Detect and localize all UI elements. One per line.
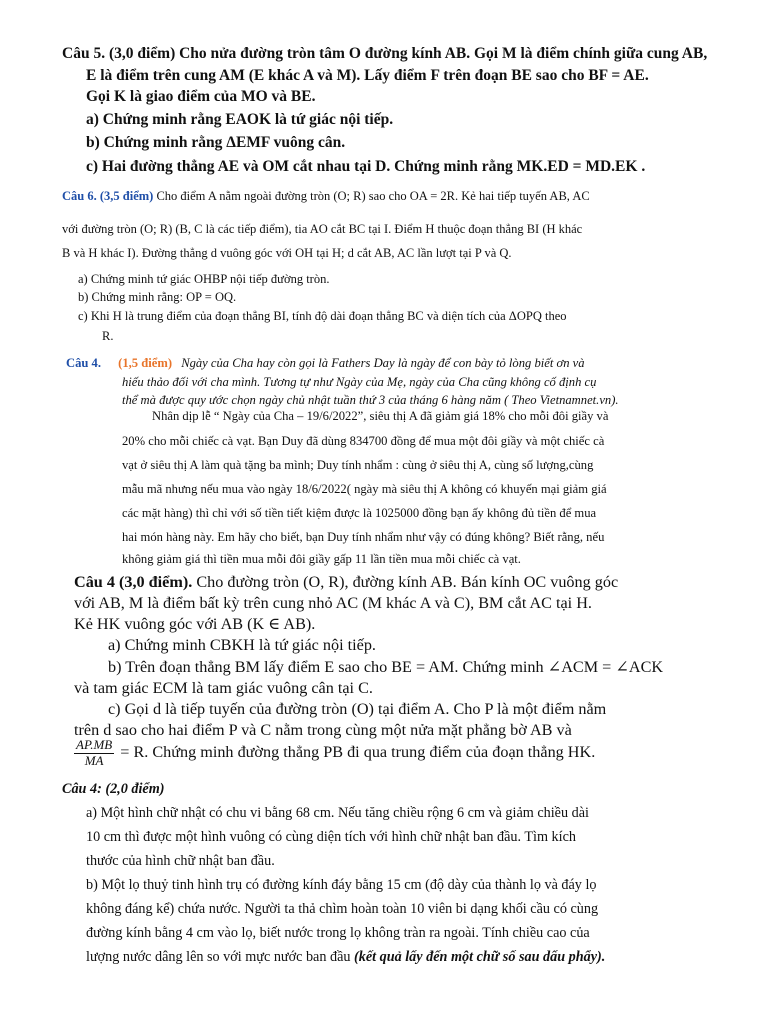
q5-text-1: Cho nửa đường tròn tâm O đường kính AB. Gọi M là điểm chính giữa cung AB, xyxy=(179,45,708,62)
q4b-line-2: với AB, M là điểm bất kỳ trên cung nhỏ AC (M khác A và C), BM cắt AC tại H. xyxy=(74,594,592,612)
q4b-part-c-2: trên d sao cho hai điểm P và C nằm trong cùng một nửa mặt phẳng bờ AB và xyxy=(74,721,572,739)
q4b-part-b-2: và tam giác ECM là tam giác vuông cân tại C. xyxy=(74,679,373,697)
q4c-part-b-3: đường kính bằng 4 cm vào lọ, biết nước trong lọ không tràn ra ngoài. Tính chiều cao của xyxy=(86,925,590,941)
fraction-numerator: AP.MB xyxy=(76,737,113,752)
q5-part-c: c) Hai đường thẳng AE và OM cắt nhau tại D. Chứng minh rằng MK.ED = MD.EK . xyxy=(86,158,646,175)
q4b-text-1: Cho đường tròn (O, R), đường kính AB. Bán kính OC vuông góc xyxy=(196,573,619,591)
q4a-para-1: Nhân dịp lễ “ Ngày của Cha – 19/6/2022”, siêu thị A đã giảm giá 18% cho mỗi đôi giầy và xyxy=(152,409,609,423)
q4b-line-3: Kẻ HK vuông góc với AB (K ∈ AB). xyxy=(74,615,316,633)
q6-line-1 xyxy=(62,189,590,203)
q4b-line-1 xyxy=(74,573,618,592)
q4a-label: Câu 4. xyxy=(66,356,101,370)
q4a-para-2: 20% cho mỗi chiếc cà vạt. Bạn Duy đã dùng 834700 đồng để mua một đôi giầy và một chiếc cà xyxy=(122,434,605,448)
q5-part-a: a) Chứng minh rằng EAOK là tứ giác nội tiếp. xyxy=(86,111,394,128)
q4b-part-a: a) Chứng minh CBKH là tứ giác nội tiếp. xyxy=(108,636,376,654)
q6-part-a: a) Chứng minh tứ giác OHBP nội tiếp đường tròn. xyxy=(78,272,330,286)
fraction-denominator: MA xyxy=(84,752,104,768)
q4c-part-b-4 xyxy=(86,949,605,965)
q6-part-b: b) Chứng minh rằng: OP = OQ. xyxy=(78,290,237,304)
q4b-part-b-1: b) Trên đoạn thẳng BM lấy điểm E sao cho BE = AM. Chứng minh ∠ACM = ∠ACK xyxy=(108,658,664,676)
q4c-part-b-2: không đáng kể) chứa nước. Người ta thả chìm hoàn toàn 10 viên bi dạng khối cầu có cùng xyxy=(86,901,599,917)
q5-part-b: b) Chứng minh rằng ΔEMF vuông cân. xyxy=(86,134,346,151)
q4a-para-3: vạt ở siêu thị A làm quà tặng ba mình; Duy tính nhẩm : cùng ở siêu thị A, cùng số lượng,cùng xyxy=(122,458,594,472)
q4a-intro-3: thể mà được quy ước chọn ngày chủ nhật tuần thứ 3 của tháng 6 hàng năm ( Theo Vietnamnet.vn). xyxy=(122,393,619,407)
q5-line-1 xyxy=(62,45,707,63)
q4c-part-a-3: thước của hình chữ nhật ban đầu. xyxy=(86,853,275,869)
q4b-part-c-3 xyxy=(74,738,595,769)
q6-line-3: B và H khác I). Đường thẳng d vuông góc với OH tại H; d cắt AB, AC lần lượt tại P và Q. xyxy=(62,246,512,260)
q4c-label: Câu 4: (2,0 điểm) xyxy=(62,781,165,797)
fraction xyxy=(74,738,114,769)
q6-part-c-cont: R. xyxy=(102,329,114,343)
q4a-points: (1,5 điểm) xyxy=(118,356,173,370)
q4a-para-6: hai món hàng này. Em hãy cho biết, bạn Duy tính nhẩm như vậy có đúng không? Biết rằng, nếu xyxy=(122,530,605,544)
q4c-part-a-2: 10 cm thì được một hình vuông có cùng diện tích với hình chữ nhật ban đầu. Tìm kích xyxy=(86,829,576,845)
q4a-line-1 xyxy=(66,356,585,370)
q6-text-1: Cho điểm A nằm ngoài đường tròn (O; R) sao cho OA = 2R. Kẻ hai tiếp tuyến AB, AC xyxy=(156,189,590,203)
q6-part-c: c) Khi H là trung điểm của đoạn thẳng BI, tính độ dài đoạn thẳng BC và diện tích của ΔOPQ theo xyxy=(78,309,567,323)
q4c-part-a-1: a) Một hình chữ nhật có chu vi bằng 68 cm. Nếu tăng chiều rộng 6 cm và giảm chiều dài xyxy=(86,805,589,821)
q4c-note: (kết quả lấy đến một chữ số sau dấu phẩy). xyxy=(354,949,606,965)
q4b-part-c-1: c) Gọi d là tiếp tuyến của đường tròn (O) tại điểm A. Cho P là một điểm nằm xyxy=(108,700,607,718)
q4b-label: Câu 4 (3,0 điểm). xyxy=(74,573,193,591)
q4b-text-c3: = R. Chứng minh đường thẳng PB đi qua trung điểm của đoạn thẳng HK. xyxy=(120,743,596,762)
q4a-para-4: mẫu mã nhưng nếu mua vào ngày 18/6/2022( ngày mà siêu thị A không có khuyến mại giảm giá xyxy=(122,482,607,496)
q5-line-3: Gọi K là giao điểm của MO và BE. xyxy=(86,88,316,105)
q6-label: Câu 6. (3,5 điểm) xyxy=(62,189,154,203)
q4a-intro-2: hiếu thảo đối với cha mình. Tương tự như Ngày của Mẹ, ngày của Cha cũng không cố định cụ xyxy=(122,375,597,389)
q4a-intro-1: Ngày của Cha hay còn gọi là Fathers Day là ngày để con bày tỏ lòng biết ơn và xyxy=(181,356,585,370)
q5-line-2: E là điểm trên cung AM (E khác A và M). Lấy điểm F trên đoạn BE sao cho BF = AE. xyxy=(86,67,649,84)
q4c-text-b4: lượng nước dâng lên so với mực nước ban đầu xyxy=(86,949,351,965)
q4a-para-5: các mặt hàng) thì chỉ với số tiền tiết kiệm được là 1025000 đồng bạn ấy không đủ tiền để mua xyxy=(122,506,597,520)
q4a-para-7: không giảm giá thì tiền mua mỗi đôi giầy gấp 11 lần tiền mua mỗi chiếc cà vạt. xyxy=(122,552,521,566)
q5-label: Câu 5. (3,0 điểm) xyxy=(62,45,176,62)
q4c-part-b-1: b) Một lọ thuỷ tinh hình trụ có đường kính đáy bằng 15 cm (độ dày của thành lọ và đáy lọ xyxy=(86,877,597,893)
q6-line-2: với đường tròn (O; R) (B, C là các tiếp điểm), tia AO cắt BC tại I. Điểm H thuộc đoạn thẳng BI (H khác xyxy=(62,222,583,236)
